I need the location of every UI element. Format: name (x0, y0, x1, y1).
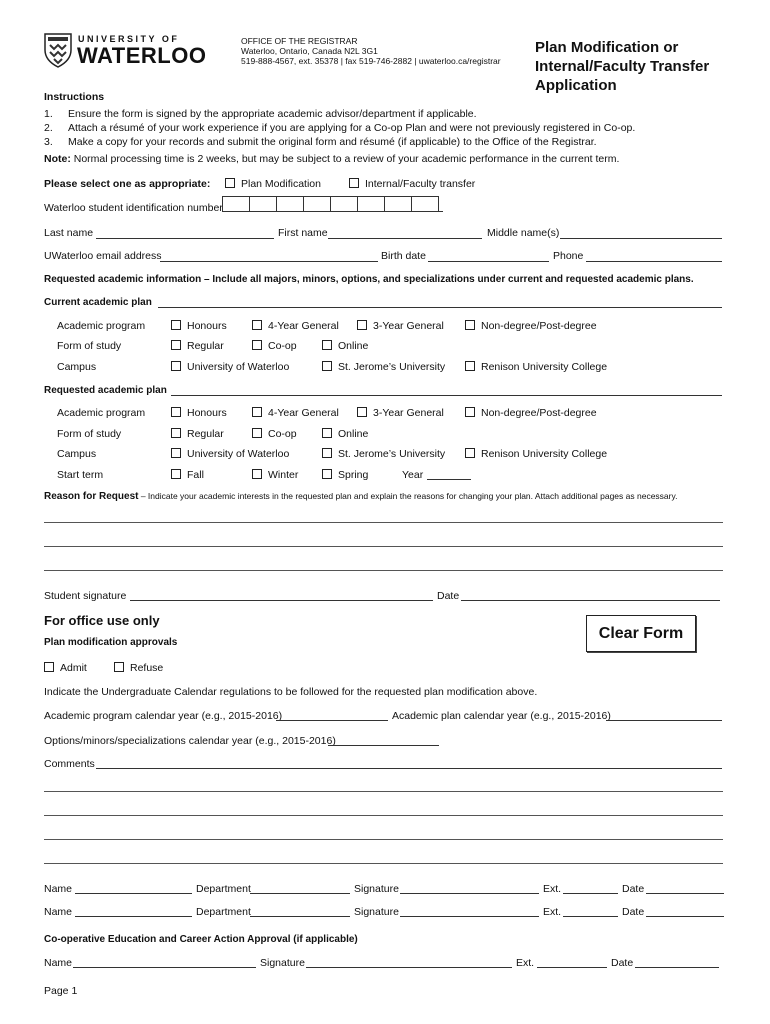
approver-department-field[interactable] (250, 916, 350, 917)
year-field[interactable] (427, 479, 471, 480)
comments-field-line[interactable] (44, 839, 723, 840)
comments-field-line[interactable] (96, 768, 722, 769)
approver-name-field[interactable] (75, 916, 192, 917)
checkbox[interactable] (322, 428, 332, 438)
checkbox[interactable] (252, 320, 262, 330)
row-label-start-term: Start term (57, 469, 104, 481)
admit-option[interactable] (44, 662, 87, 674)
indicate-text: Indicate the Undergraduate Calendar regulations to be followed for the requested plan modification above. (44, 686, 538, 698)
instruction-item (44, 122, 635, 134)
checkbox[interactable] (322, 361, 332, 371)
approvals-heading: Plan modification approvals (44, 637, 178, 648)
row-label-program: Academic program (57, 320, 146, 332)
requested-info-heading: Requested academic information – Include all majors, minors, options, and specializations under current and requested academic plans. (44, 274, 694, 285)
coop-name-label: Name (44, 957, 73, 969)
current-plan-field[interactable] (158, 307, 722, 308)
checkbox[interactable] (171, 428, 181, 438)
coop-date-field[interactable] (635, 967, 719, 968)
id-digit-box[interactable] (303, 196, 330, 212)
email-label: UWaterloo email address (44, 250, 162, 262)
checkbox[interactable] (465, 361, 475, 371)
checkbox[interactable] (349, 178, 359, 188)
option-label: Admit (60, 662, 87, 674)
checkbox[interactable] (44, 662, 54, 672)
checkbox[interactable] (465, 448, 475, 458)
option-label: University of Waterloo (187, 448, 290, 460)
id-digit-box[interactable] (357, 196, 384, 212)
option-label: Co-op (268, 428, 297, 440)
option-label: Co-op (268, 340, 297, 352)
checkbox[interactable] (171, 361, 181, 371)
coop-name-field[interactable] (73, 967, 256, 968)
id-digit-box[interactable] (276, 196, 303, 212)
approver-ext-field[interactable] (563, 916, 618, 917)
checkbox[interactable] (465, 320, 475, 330)
instruction-text: Ensure the form is signed by the appropriate academic advisor/department if applicable. (68, 108, 477, 120)
approver-date-field[interactable] (646, 893, 724, 894)
checkbox[interactable] (171, 407, 181, 417)
page-number: Page 1 (44, 985, 78, 997)
note-label: Note: (44, 153, 71, 165)
online-option[interactable] (322, 428, 368, 440)
approver-date-label: Date (622, 883, 645, 895)
first-name-field[interactable] (328, 238, 482, 239)
coop-approval-heading: Co-operative Education and Career Action Approval (if applicable) (44, 934, 358, 945)
comments-field-line[interactable] (44, 863, 723, 864)
coop-option[interactable] (252, 428, 297, 440)
uw-option[interactable] (171, 448, 289, 460)
logo-line2: WATERLOO (77, 43, 207, 68)
approver-date-label: Date (622, 906, 645, 918)
id-digit-box[interactable] (411, 196, 439, 212)
regular-option[interactable] (171, 428, 224, 440)
office-address: Waterloo, Ontario, Canada N2L 3G1 (241, 46, 378, 56)
three-year-option[interactable] (357, 407, 444, 419)
row-label-study: Form of study (57, 428, 122, 440)
coop-signature-field[interactable] (306, 967, 512, 968)
id-digit-box[interactable] (249, 196, 276, 212)
student-date-field[interactable] (461, 600, 720, 601)
option-label: University of Waterloo (187, 361, 290, 373)
non-degree-option[interactable] (465, 407, 597, 419)
honours-option[interactable] (171, 320, 227, 332)
option-label: Renison University College (481, 448, 608, 460)
non-degree-option[interactable] (465, 320, 597, 332)
student-id-boxes[interactable] (222, 196, 439, 212)
option-label: St. Jerome’s University (338, 361, 446, 373)
form-title-line1: Plan Modification or (535, 39, 679, 56)
coop-signature-label: Signature (260, 957, 305, 969)
program-year-label: Academic program calendar year (e.g., 2015-2016) (44, 710, 283, 722)
approver-signature-field[interactable] (400, 916, 539, 917)
three-year-option[interactable] (357, 320, 444, 332)
approver-name-field[interactable] (75, 893, 192, 894)
middle-name-label: Middle name(s) (487, 227, 560, 239)
row-label-program: Academic program (57, 407, 146, 419)
checkbox[interactable] (322, 469, 332, 479)
option-label: Honours (187, 407, 227, 419)
form-title-line3: Application (535, 77, 617, 94)
student-date-label: Date (437, 590, 460, 602)
logo-line1: UNIVERSITY OF (78, 34, 180, 44)
st-jeromes-option[interactable] (322, 448, 445, 460)
reason-field-line[interactable] (44, 546, 723, 547)
instruction-number: 3. (44, 136, 53, 148)
row-label-campus: Campus (57, 448, 97, 460)
instruction-text: Make a copy for your records and submit the original form and résumé (if applicable) to the Office of the Registrar. (68, 136, 597, 148)
honours-option[interactable] (171, 407, 227, 419)
option-label: Regular (187, 428, 224, 440)
checkbox[interactable] (252, 407, 262, 417)
approver-signature-field[interactable] (400, 893, 539, 894)
option-label: 4-Year General (268, 407, 339, 419)
option-label: Spring (338, 469, 369, 481)
id-digit-box[interactable] (222, 196, 249, 212)
instruction-item (44, 108, 477, 120)
approver-signature-label: Signature (354, 883, 399, 895)
instruction-note (44, 153, 619, 165)
approver-signature-label: Signature (354, 906, 399, 918)
fall-option[interactable] (171, 469, 204, 481)
birth-date-field[interactable] (428, 261, 549, 262)
option-label: 4-Year General (268, 320, 339, 332)
approver-ext-field[interactable] (563, 893, 618, 894)
checkbox[interactable] (357, 320, 367, 330)
option-label: Honours (187, 320, 227, 332)
student-id-label: Waterloo student identification number (44, 202, 223, 214)
id-underline (222, 211, 443, 212)
row-label-campus: Campus (57, 361, 97, 373)
id-digit-box[interactable] (330, 196, 357, 212)
coop-ext-field[interactable] (537, 967, 607, 968)
last-name-label: Last name (44, 227, 94, 239)
checkbox[interactable] (171, 340, 181, 350)
option-label: Non-degree/Post-degree (481, 320, 597, 332)
plan-modification-option[interactable] (225, 178, 321, 190)
email-field[interactable] (160, 261, 378, 262)
reason-field-line[interactable] (44, 522, 723, 523)
option-label: Regular (187, 340, 224, 352)
instruction-number: 2. (44, 122, 53, 134)
office-use-heading: For office use only (44, 613, 160, 628)
four-year-option[interactable] (252, 407, 339, 419)
checkbox[interactable] (322, 340, 332, 350)
faculty-transfer-option[interactable] (349, 178, 475, 190)
option-label: Fall (187, 469, 204, 481)
instruction-number: 1. (44, 108, 53, 120)
middle-name-field[interactable] (560, 238, 722, 239)
reason-line (44, 490, 677, 502)
reason-field-line[interactable] (44, 570, 723, 571)
program-year-field[interactable] (276, 720, 388, 721)
phone-field[interactable] (586, 261, 722, 262)
approver-name-label: Name (44, 883, 73, 895)
row-label-study: Form of study (57, 340, 122, 352)
approver-ext-label: Ext. (543, 906, 562, 918)
year-label: Year (402, 469, 424, 481)
checkbox[interactable] (322, 448, 332, 458)
option-label: Online (338, 340, 369, 352)
student-signature-label: Student signature (44, 590, 127, 602)
checkbox[interactable] (252, 428, 262, 438)
coop-ext-label: Ext. (516, 957, 535, 969)
option-label: 3-Year General (373, 407, 444, 419)
checkbox[interactable] (171, 469, 181, 479)
clear-form-button[interactable]: Clear Form (586, 615, 696, 652)
options-year-field[interactable] (328, 745, 439, 746)
four-year-option[interactable] (252, 320, 339, 332)
option-label: Winter (268, 469, 299, 481)
instruction-item (44, 136, 597, 148)
approver-department-label: Department (196, 906, 251, 918)
first-name-label: First name (278, 227, 328, 239)
comments-field-line[interactable] (44, 815, 723, 816)
option-label: Non-degree/Post-degree (481, 407, 597, 419)
birth-date-label: Birth date (381, 250, 426, 262)
uw-option[interactable] (171, 361, 289, 373)
comments-label: Comments (44, 758, 95, 770)
checkbox[interactable] (114, 662, 124, 672)
approver-ext-label: Ext. (543, 883, 562, 895)
checkbox[interactable] (465, 407, 475, 417)
office-contact: 519-888-4567, ext. 35378 | fax 519-746-2882 | uwaterloo.ca/registrar (241, 56, 501, 66)
comments-field-line[interactable] (44, 791, 723, 792)
online-option[interactable] (322, 340, 368, 352)
spring-option[interactable] (322, 469, 368, 481)
student-signature-field[interactable] (130, 600, 433, 601)
approver-date-field[interactable] (646, 916, 724, 917)
reason-label: Reason for Request (44, 491, 139, 502)
coop-date-label: Date (611, 957, 634, 969)
option-label: Renison University College (481, 361, 608, 373)
plan-year-label: Academic plan calendar year (e.g., 2015-2016) (392, 710, 611, 722)
winter-option[interactable] (252, 469, 298, 481)
reason-text: – Indicate your academic interests in the requested plan and explain the reasons for changing your plan. Attach additional pages as necessary. (138, 491, 678, 501)
checkbox[interactable] (357, 407, 367, 417)
option-label: Plan Modification (241, 178, 321, 190)
option-label: St. Jerome’s University (338, 448, 446, 460)
approver-department-field[interactable] (250, 893, 350, 894)
checkbox[interactable] (225, 178, 235, 188)
instructions-heading: Instructions (44, 91, 105, 103)
checkbox[interactable] (171, 448, 181, 458)
instruction-text: Attach a résumé of your work experience if you are applying for a Co-op Plan and were not previously registered in Co-op. (68, 122, 636, 134)
option-label: 3-Year General (373, 320, 444, 332)
office-name: OFFICE OF THE REGISTRAR (241, 36, 358, 46)
plan-year-field[interactable] (606, 720, 722, 721)
refuse-option[interactable] (114, 662, 163, 674)
option-label: Refuse (130, 662, 164, 674)
checkbox[interactable] (252, 469, 262, 479)
option-label: Internal/Faculty transfer (365, 178, 476, 190)
approver-name-label: Name (44, 906, 73, 918)
requested-plan-field[interactable] (171, 395, 722, 396)
id-digit-box[interactable] (384, 196, 411, 212)
st-jeromes-option[interactable] (322, 361, 445, 373)
option-label: Online (338, 428, 369, 440)
renison-option[interactable] (465, 361, 607, 373)
requested-plan-heading: Requested academic plan (44, 385, 167, 396)
form-title-line2: Internal/Faculty Transfer (535, 58, 710, 75)
checkbox[interactable] (171, 320, 181, 330)
renison-option[interactable] (465, 448, 607, 460)
coop-option[interactable] (252, 340, 297, 352)
regular-option[interactable] (171, 340, 224, 352)
last-name-field[interactable] (96, 238, 274, 239)
select-label: Please select one as appropriate: (44, 178, 211, 190)
checkbox[interactable] (252, 340, 262, 350)
phone-label: Phone (553, 250, 584, 262)
current-plan-heading: Current academic plan (44, 297, 152, 308)
options-year-label: Options/minors/specializations calendar year (e.g., 2015-2016) (44, 735, 336, 747)
shield-crest-icon (44, 32, 72, 68)
approver-department-label: Department (196, 883, 251, 895)
note-text: Normal processing time is 2 weeks, but may be subject to a review of your academic performance in the current term. (70, 153, 620, 165)
form-title (535, 38, 709, 95)
